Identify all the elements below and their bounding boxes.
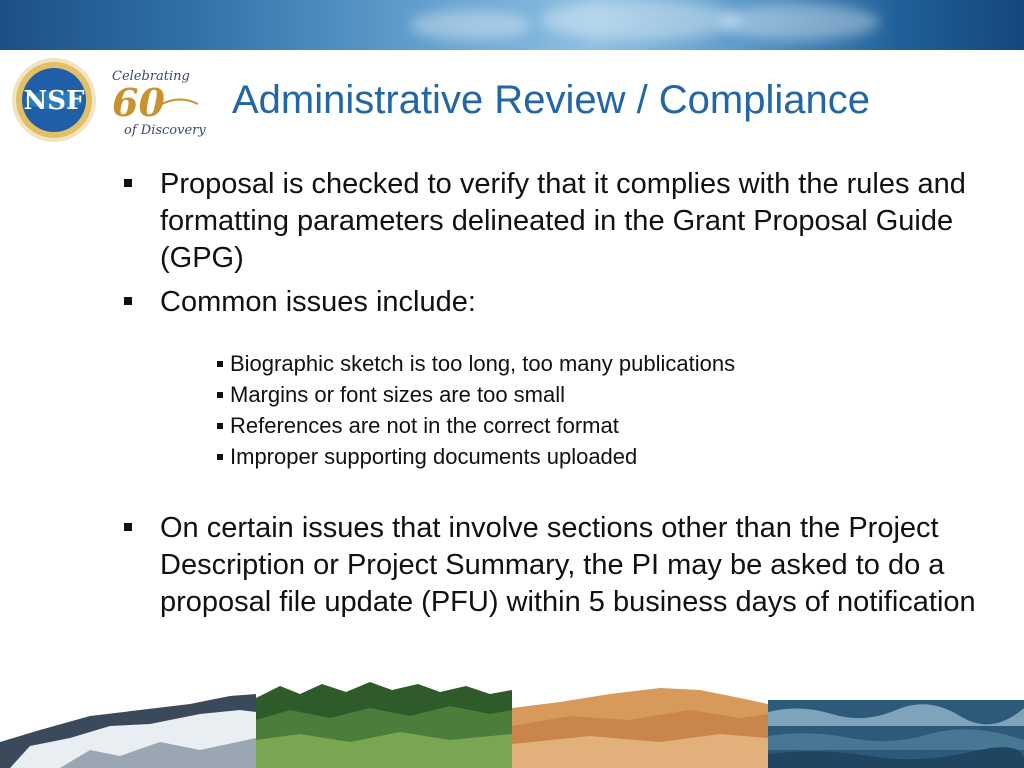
anniversary-number: 60 (112, 80, 165, 125)
forest-image (256, 680, 512, 768)
anniversary-line2: of Discovery (124, 123, 206, 138)
sub-bullet-item (217, 350, 735, 378)
ocean-image (768, 680, 1024, 768)
bullet-item (160, 284, 980, 321)
sub-bullet-item (217, 443, 637, 471)
sub-bullet-item (217, 381, 565, 409)
sub-bullet-text: References are not in the correct format (230, 413, 619, 438)
landscape-strip (0, 680, 1024, 768)
agency-logo-text: NSF (23, 86, 85, 116)
sub-bullet-marker (217, 423, 223, 429)
bullet-marker (124, 179, 132, 187)
sub-bullet-item (217, 412, 619, 440)
sub-bullet-text: Improper supporting documents uploaded (230, 444, 638, 469)
slide-title: Administrative Review / Compliance (232, 78, 871, 122)
bullet-text: Common issues include: (160, 286, 476, 318)
sub-bullet-marker (217, 454, 223, 460)
desert-image (512, 680, 768, 768)
bullet-text: Proposal is checked to verify that it complies with the rules and formatting parameters delineated in the Grant Proposal Guide (GPG) (160, 168, 966, 274)
bullet-text: On certain issues that involve sections other than the Project Description or Project Summary, the PI may be asked to do a proposal file update (PFU) within 5 business days of notification (160, 512, 976, 618)
bullet-marker (124, 297, 132, 305)
sub-bullet-marker (217, 392, 223, 398)
bullet-marker (124, 523, 132, 531)
bullet-item (160, 166, 980, 277)
sub-bullet-text: Biographic sketch is too long, too many publications (230, 351, 736, 376)
snowy-mountain-image (0, 680, 256, 768)
sub-bullet-text: Margins or font sizes are too small (230, 382, 566, 407)
nsf-anniversary-logo (8, 56, 208, 144)
anniversary-line1: Celebrating (112, 69, 190, 84)
top-banner (0, 0, 1024, 50)
sub-bullet-marker (217, 361, 223, 367)
bullet-item (160, 510, 980, 621)
